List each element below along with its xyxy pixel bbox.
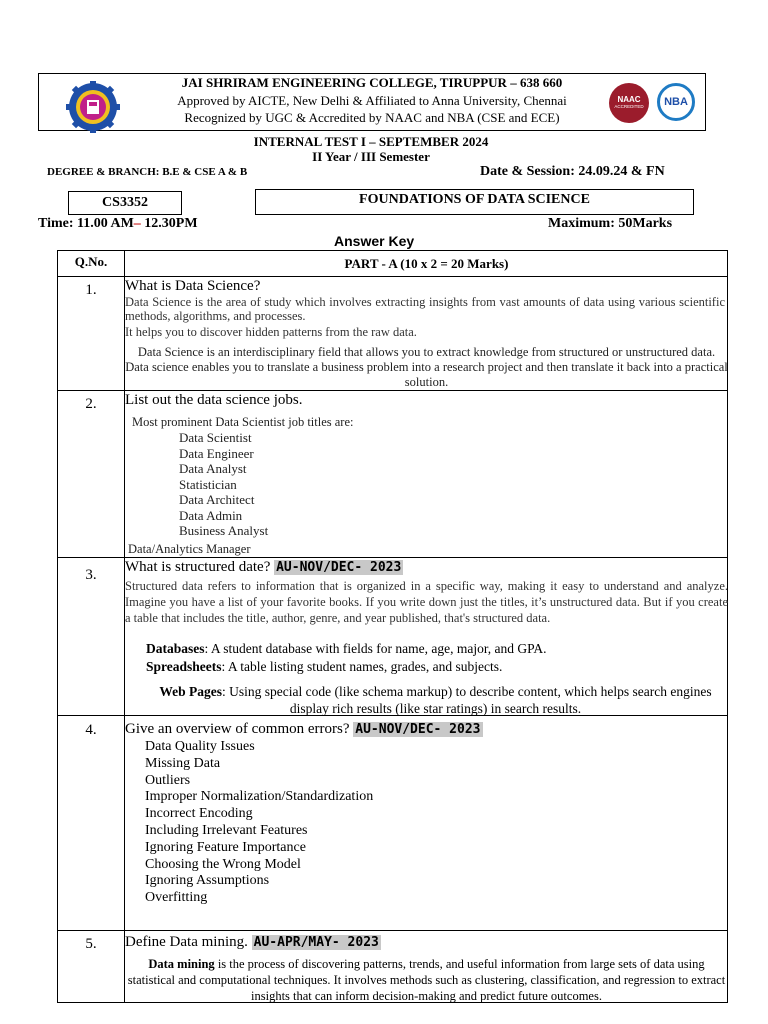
q4-title: Give an overview of common errors? AU-NOV/DEC- 2023: [125, 721, 481, 737]
q3-example-spreadsheets: Spreadsheets: A table listing student names, grades, and subjects.: [146, 659, 503, 674]
q4-au-tag: AU-NOV/DEC- 2023: [355, 722, 481, 737]
q1-number: 1.: [85, 282, 97, 298]
list-item: Improper Normalization/Standardization: [145, 789, 374, 805]
q1-para2: It helps you to discover hidden patterns from the raw data.: [125, 325, 417, 339]
list-item: Business Analyst: [179, 523, 269, 538]
q3-example-databases: Databases: A student database with fields for name, age, major, and GPA.: [146, 641, 547, 656]
list-item: Data Quality Issues: [145, 739, 255, 754]
course-code: CS3352: [68, 191, 182, 215]
answer-key-heading: Answer Key: [334, 233, 415, 249]
q1-title: What is Data Science?: [125, 278, 261, 294]
list-item: Overfitting: [145, 890, 208, 906]
list-item: Statistician: [179, 476, 237, 492]
exam-year: II Year / III Semester: [312, 149, 430, 164]
q3-au-tag: AU-NOV/DEC- 2023: [276, 560, 402, 575]
q2-intro: Most prominent Data Scientist job titles are:: [132, 415, 354, 429]
list-item: Data Engineer: [179, 445, 254, 461]
nba-badge-icon: NBA: [657, 83, 695, 121]
degree-branch: DEGREE & BRANCH: B.E & CSE A & B: [47, 166, 248, 178]
list-item: Data Architect: [179, 492, 255, 507]
q1-para3: Data Science is an interdisciplinary field that allows you to extract knowledge from structured or unstructured data. Data science enables you to translate a business problem into a research project and then translate it back into a practical solution.: [125, 345, 728, 389]
list-item: Including Irrelevant Features: [145, 823, 308, 838]
q4-number: 4.: [85, 722, 97, 738]
q5-number: 5.: [85, 936, 97, 952]
qno-header: Q.No.: [74, 254, 108, 269]
q5-definition: Data mining is the process of discovering patterns, trends, and useful information from large sets of data using statistical and computational techniques. It involves methods such as clustering, classification, and regression to extract insights that can inform decision-making and predict future outcomes.: [127, 957, 726, 1003]
exam-time: Time: 11.00 AM– 12.30PM: [38, 216, 198, 231]
college-approval: Approved by AICTE, New Delhi & Affiliated to Anna University, Chennai: [177, 93, 567, 108]
list-item: Missing Data: [145, 755, 221, 771]
max-marks: Maximum: 50Marks: [548, 216, 673, 231]
course-title: FOUNDATIONS OF DATA SCIENCE: [255, 189, 694, 215]
list-item: Ignoring Feature Importance: [145, 839, 306, 855]
college-name: JAI SHRIRAM ENGINEERING COLLEGE, TIRUPPUR – 638 660: [181, 75, 563, 90]
question-table: [57, 250, 728, 1003]
list-item: Data Scientist: [179, 430, 252, 445]
list-item: Ignoring Assumptions: [145, 873, 270, 889]
q2-title: List out the data science jobs.: [125, 392, 303, 408]
list-item: Choosing the Wrong Model: [145, 856, 301, 872]
list-item: Incorrect Encoding: [145, 806, 253, 822]
naac-badge-icon: NAAC ACCREDITED: [609, 83, 649, 123]
list-item: Data Analyst: [179, 461, 247, 476]
college-header: [38, 73, 706, 131]
part-a-header: PART - A (10 x 2 = 20 Marks): [344, 256, 509, 271]
exam-title: INTERNAL TEST I – SEPTEMBER 2024: [253, 134, 489, 149]
college-recognition: Recognized by UGC & Accredited by NAAC and NBA (CSE and ECE): [184, 110, 560, 125]
date-session: Date & Session: 24.09.24 & FN: [480, 164, 665, 179]
list-item: Outliers: [145, 772, 191, 788]
q5-title: Define Data mining. AU-APR/MAY- 2023: [125, 934, 379, 950]
q5-au-tag: AU-APR/MAY- 2023: [253, 935, 379, 950]
q2-last-item: Data/Analytics Manager: [128, 542, 251, 556]
q3-para: Structured data refers to information that is organized in a specific way, making it easy to understand and analyze. Imagine you have a list of your favorite books. If you write down just the titles, it’s unstructured data. But if you create a table that includes the title, author, genre, and year published, that's structured data.: [125, 579, 728, 625]
list-item: Data Admin: [179, 507, 243, 523]
q1-para1: Data Science is the area of study which involves extracting insights from vast amounts of data using various scientific methods, algorithms, and processes.: [125, 295, 725, 323]
q2-number: 2.: [85, 396, 97, 412]
q3-title: What is structured date? AU-NOV/DEC- 2023: [125, 559, 402, 575]
q3-number: 3.: [85, 567, 97, 583]
q3-example-webpages: Web Pages: Using special code (like schema markup) to describe content, which helps search engines display rich results (like star ratings) in search results.: [159, 684, 712, 716]
